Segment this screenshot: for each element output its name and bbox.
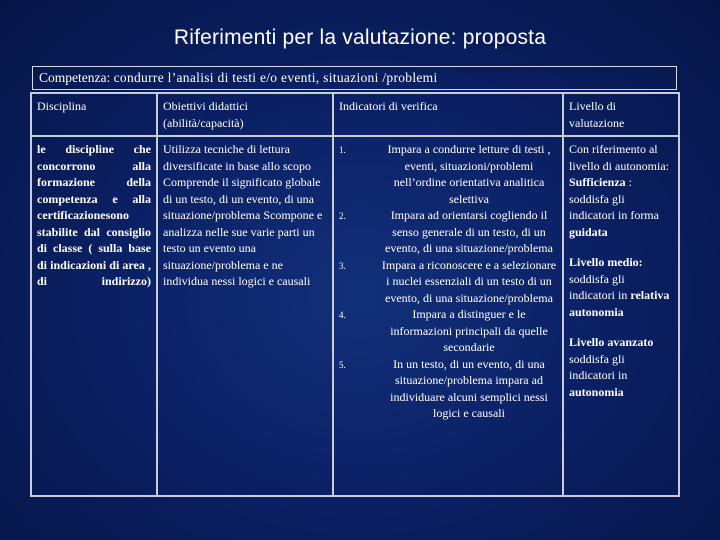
avanzato-label: Livello avanzato: [569, 335, 654, 349]
indicatore-number: 4.: [339, 310, 346, 320]
indicatore-text: Impara a distinguer e le informazioni principali da quelle secondarie: [390, 307, 548, 354]
sufficienza-text: soddisfa gli indicatori in forma: [569, 191, 659, 222]
indicatori-list: [339, 141, 557, 422]
sufficienza-colon: :: [625, 175, 633, 189]
indicatore-number: 1.: [339, 145, 346, 155]
livello-cell: [563, 136, 679, 496]
header-livello: Livello di valutazione: [563, 93, 679, 136]
slide-title: Riferimenti per la valutazione: proposta: [173, 26, 547, 49]
list-item: [339, 141, 557, 207]
obiettivo-3: Scompone e analizza nelle sue varie parti un testo un evento una situazione/problema e ne individua nessi logici e causali: [163, 208, 323, 288]
table-header-row: [31, 93, 679, 136]
medio-text: soddisfa gli indicatori in: [569, 271, 628, 302]
list-item: [339, 356, 557, 422]
indicatore-text: Impara a condurre letture di testi , eventi, situazioni/problemi nell’ordine orientativa analitica selettiva: [387, 142, 551, 206]
disciplina-text: le discipline che concorrono alla formazione della competenza e alla certificazionesono stabilite dal consiglio di classe ( sulla base di indicazioni di area , di indirizzo): [37, 142, 151, 288]
indicatore-text: Impara a riconoscere e a selezionare i nuclei essenziali di un testo di un evento, di una situazione/problema: [381, 257, 557, 305]
livello-intro: Con riferimento al livello di autonomia:: [569, 142, 669, 173]
list-item: [339, 207, 557, 257]
obiettivo-2: Comprende il significato globale di un testo, di un evento, di una situazione/problema: [163, 175, 321, 222]
sufficienza-level: guidata: [569, 224, 608, 239]
indicatore-number: 5.: [339, 359, 346, 370]
avanzato-text: soddisfa gli indicatori in: [569, 351, 628, 382]
list-item: [339, 306, 557, 356]
obiettivo-1: Utilizza tecniche di lettura diversificate in base allo scopo: [163, 142, 311, 173]
obiettivi-cell: [157, 136, 333, 496]
indicatore-text: In un testo, di un evento, di una situazione/problema impara ad individuare alcuni semplici nessi logici e causali: [390, 356, 548, 420]
sufficienza-label: Sufficienza: [569, 175, 626, 189]
list-item: [339, 257, 557, 307]
header-obiettivi: Obiettivi didattici (abilità/capacità): [157, 93, 333, 136]
avanzato-level: autonomia: [569, 384, 624, 399]
header-disciplina: Disciplina: [31, 93, 157, 136]
competenza-label: Competenza:: [39, 70, 111, 85]
header-indicatori: Indicatori di verifica: [333, 93, 563, 136]
indicatore-number: 2.: [339, 211, 346, 221]
evaluation-table: [30, 92, 680, 497]
medio-level: relativa autonomia: [569, 288, 670, 319]
medio-label: Livello medio:: [569, 255, 643, 269]
table-body-row: [31, 136, 679, 496]
competenza-box: [32, 66, 677, 90]
indicatore-number: 3.: [339, 260, 346, 271]
indicatori-cell: [333, 136, 563, 496]
competenza-value: condurre l’analisi di testi e/o eventi, situazioni /problemi: [113, 70, 438, 85]
indicatore-text: Impara ad orientarsi cogliendo il senso generale di un testo, di un evento, di una situazione/problema: [385, 208, 553, 255]
disciplina-cell: [31, 136, 157, 496]
